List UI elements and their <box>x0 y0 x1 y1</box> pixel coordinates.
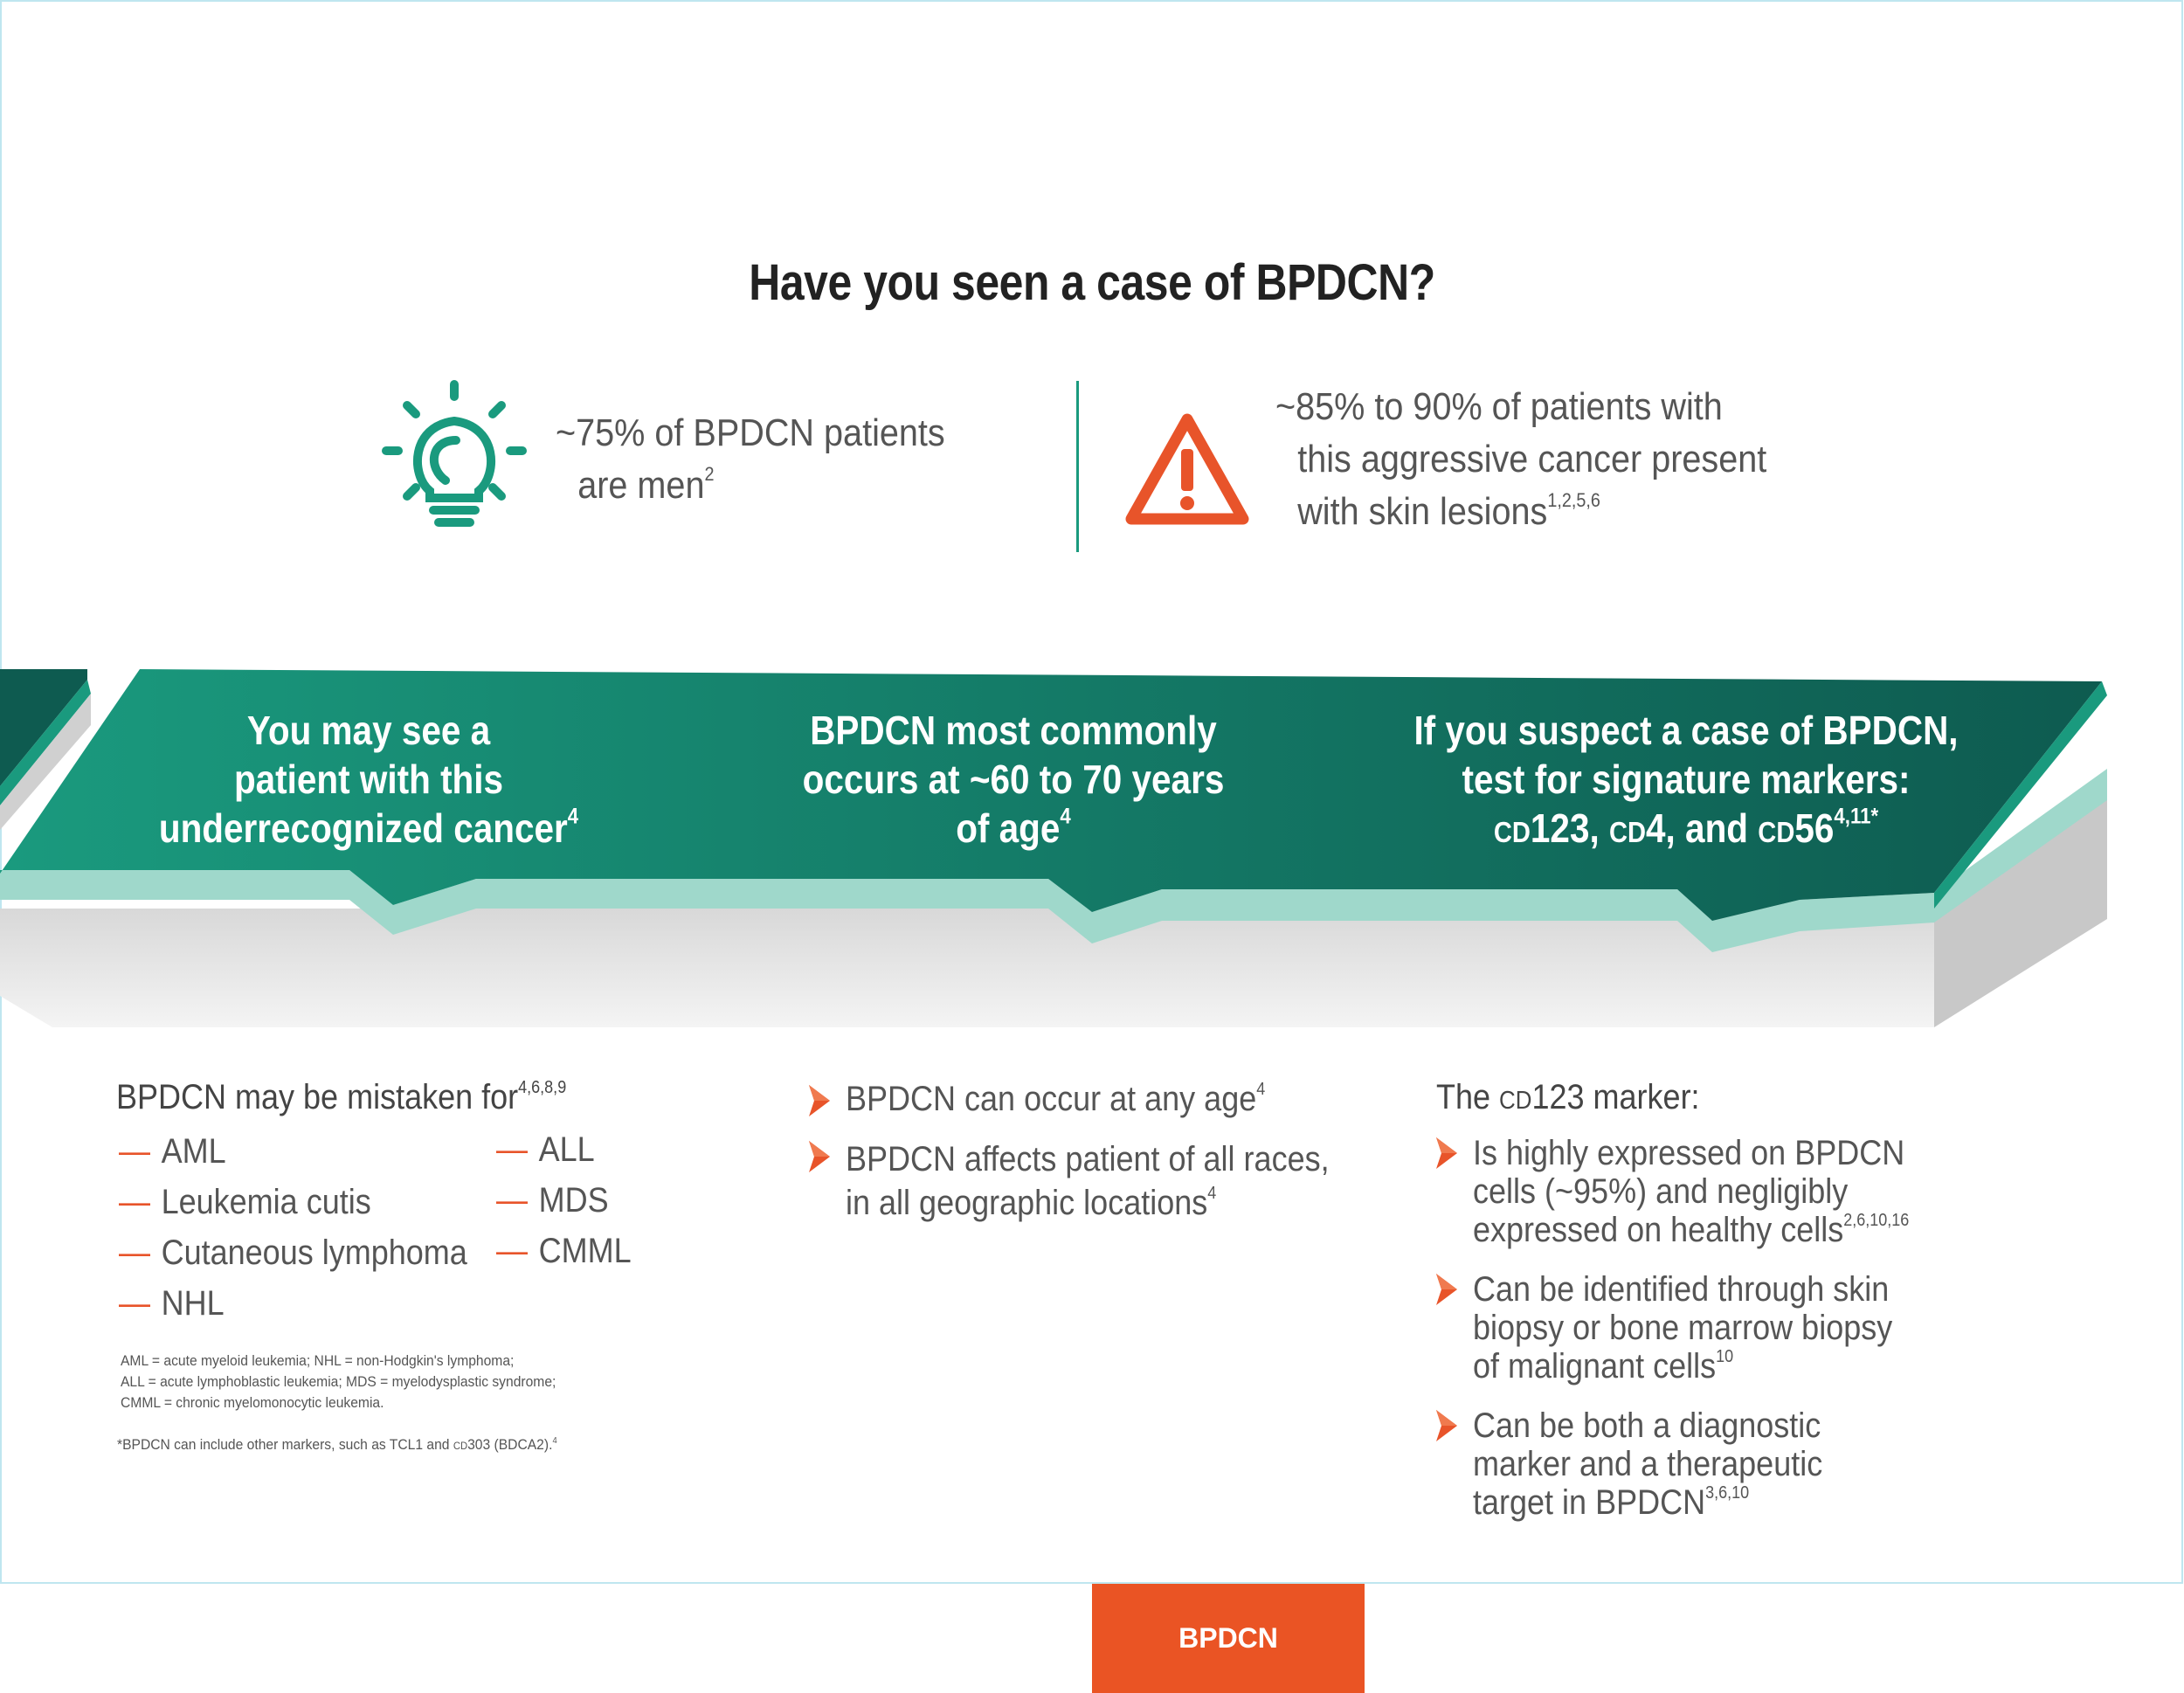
stat-men-line1: ~75% of BPDCN patients <box>556 411 945 454</box>
dash-icon: — <box>496 1181 528 1220</box>
list-item <box>119 1284 225 1323</box>
banner-col1-line2: patient with this <box>233 757 504 802</box>
warning-icon <box>1123 411 1252 529</box>
arrow-bullet-icon <box>1434 1272 1459 1307</box>
dash-icon: — <box>119 1284 150 1323</box>
age-bullet-1-text: BPDCN can occur at any age <box>846 1080 1257 1118</box>
marker-footnote <box>117 1436 557 1454</box>
page-title: Have you seen a case of BPDCN? <box>749 254 1435 311</box>
banner-col3-line1: If you suspect a case of BPDCN, <box>1413 708 1959 753</box>
list-item-label: AML <box>161 1132 226 1171</box>
list-item-label: Leukemia cutis <box>161 1183 371 1221</box>
banner-col2-line2: occurs at ~60 to 70 years <box>802 757 1225 802</box>
dash-icon: — <box>496 1232 528 1270</box>
dash-icon: — <box>496 1130 528 1169</box>
arrow-bullet-icon <box>1434 1136 1459 1171</box>
stat-men <box>556 407 996 512</box>
abbrev-line1: AML = acute myeloid leukemia; NHL = non-Hodgkin's lymphoma; <box>121 1352 515 1369</box>
banner-col1-sup: 4 <box>567 804 579 829</box>
marker-bullet-3-sup: 3,6,10 <box>1705 1483 1750 1503</box>
abbrev-line2: ALL = acute lymphoblastic leukemia; MDS = myelodysplastic syndrome; <box>121 1373 556 1390</box>
banner-col2-line1: BPDCN most commonly <box>810 708 1217 753</box>
stat-skin-line2: this aggressive cancer present <box>1297 438 1767 480</box>
list-item <box>119 1132 226 1171</box>
list-item-label: ALL <box>538 1130 595 1169</box>
note-sup: 4 <box>552 1435 557 1446</box>
banner-col2 <box>736 706 1290 853</box>
abbrev-line3: CMML = chronic myelomonocytic leukemia. <box>121 1394 384 1411</box>
marker-bullet-1-line2: cells (~95%) and negligibly <box>1473 1172 1849 1211</box>
marker-bullet-1-line1: Is highly expressed on BPDCN <box>1473 1134 1905 1172</box>
marker-bullet-3-line3: target in BPDCN <box>1473 1483 1706 1522</box>
list-item <box>496 1181 609 1220</box>
marker-bullet-2-line1: Can be identified through skin <box>1473 1270 1890 1309</box>
mistaken-heading-text: BPDCN may be mistaken for <box>116 1078 519 1116</box>
dash-icon: — <box>119 1183 150 1221</box>
list-item <box>119 1233 467 1273</box>
stats-divider <box>1076 381 1079 552</box>
mistaken-heading-sup: 4,6,8,9 <box>518 1078 567 1097</box>
stat-skin <box>1275 381 1810 538</box>
stat-men-sup: 2 <box>704 463 715 486</box>
marker-bullet-1 <box>1473 1134 1913 1249</box>
cd-prefix-1: CD <box>1493 817 1531 849</box>
banner-col2-sup: 4 <box>1060 804 1071 829</box>
marker-bullet-2-line2: biopsy or bone marrow biopsy <box>1473 1309 1893 1347</box>
abbreviations <box>121 1351 556 1413</box>
marker-bullet-3-line2: marker and a therapeutic <box>1473 1445 1823 1483</box>
age-bullet-1 <box>846 1080 1317 1118</box>
list-item-label: Cutaneous lymphoma <box>161 1233 467 1272</box>
dash-icon: — <box>119 1132 150 1171</box>
cd-prefix-2: CD <box>1608 817 1647 849</box>
marker-bullet-1-sup: 2,6,10,16 <box>1843 1211 1910 1230</box>
age-bullet-2-sup: 4 <box>1207 1184 1217 1203</box>
footer-tab[interactable] <box>1092 1584 1365 1693</box>
marker-bullet-3 <box>1473 1406 1913 1522</box>
dash-icon: — <box>119 1233 150 1272</box>
note-pre: *BPDCN can include other markers, such as TCL1 and <box>117 1436 453 1453</box>
list-item <box>496 1232 632 1271</box>
age-bullet-2-line2: in all geographic locations <box>846 1184 1208 1222</box>
stat-skin-sup: 1,2,5,6 <box>1547 489 1600 512</box>
stat-skin-line3: with skin lesions <box>1297 490 1548 533</box>
stat-men-line2: are men <box>577 464 705 507</box>
age-bullet-2-line1: BPDCN affects patient of all races, <box>846 1140 1330 1178</box>
marker-56: 56 <box>1794 805 1835 851</box>
list-item-label: MDS <box>538 1181 609 1220</box>
marker-bullet-2 <box>1473 1270 1913 1385</box>
banner-col3-line2: test for signature markers: <box>1462 757 1911 802</box>
list-item <box>119 1183 371 1222</box>
marker-123: 123, <box>1530 805 1609 851</box>
marker-heading <box>1436 1078 1700 1117</box>
arrow-bullet-icon <box>807 1139 832 1174</box>
cd-prefix-3: CD <box>1758 817 1795 849</box>
arrow-bullet-icon <box>807 1083 832 1118</box>
marker-bullet-2-line3: of malignant cells <box>1473 1347 1717 1385</box>
marker-bullet-3-line1: Can be both a diagnostic <box>1473 1406 1821 1445</box>
marker-heading-pre: The <box>1436 1078 1500 1116</box>
banner-col1-line3: underrecognized cancer <box>158 805 568 851</box>
note-cd: CD <box>453 1440 468 1452</box>
arrow-bullet-icon <box>1434 1408 1459 1443</box>
marker-bullet-2-sup: 10 <box>1716 1347 1734 1366</box>
banner-col3 <box>1363 706 2008 858</box>
banner-col1-line1: You may see a <box>246 708 491 753</box>
banner-col3-line3 <box>1363 804 2008 858</box>
footer-label: BPDCN <box>1178 1622 1278 1654</box>
banner-col2-line3: of age <box>956 805 1061 851</box>
marker-heading-cd: CD <box>1499 1087 1532 1115</box>
list-item-label: NHL <box>161 1284 225 1323</box>
list-item <box>496 1130 595 1170</box>
banner-col1 <box>92 706 646 853</box>
marker-heading-post: 123 marker: <box>1531 1078 1700 1116</box>
marker-4: 4, and <box>1646 805 1759 851</box>
stat-skin-line1: ~85% to 90% of patients with <box>1275 385 1723 428</box>
marker-bullet-1-line3: expressed on healthy cells <box>1473 1211 1844 1249</box>
mistaken-heading <box>116 1078 566 1117</box>
age-bullet-2 <box>846 1137 1349 1225</box>
banner-col3-sup: 4,11* <box>1834 804 1879 829</box>
note-post: 303 (BDCA2). <box>467 1436 553 1453</box>
lightbulb-icon <box>376 377 533 535</box>
age-bullet-1-sup: 4 <box>1256 1080 1266 1099</box>
list-item-label: CMML <box>538 1232 632 1270</box>
